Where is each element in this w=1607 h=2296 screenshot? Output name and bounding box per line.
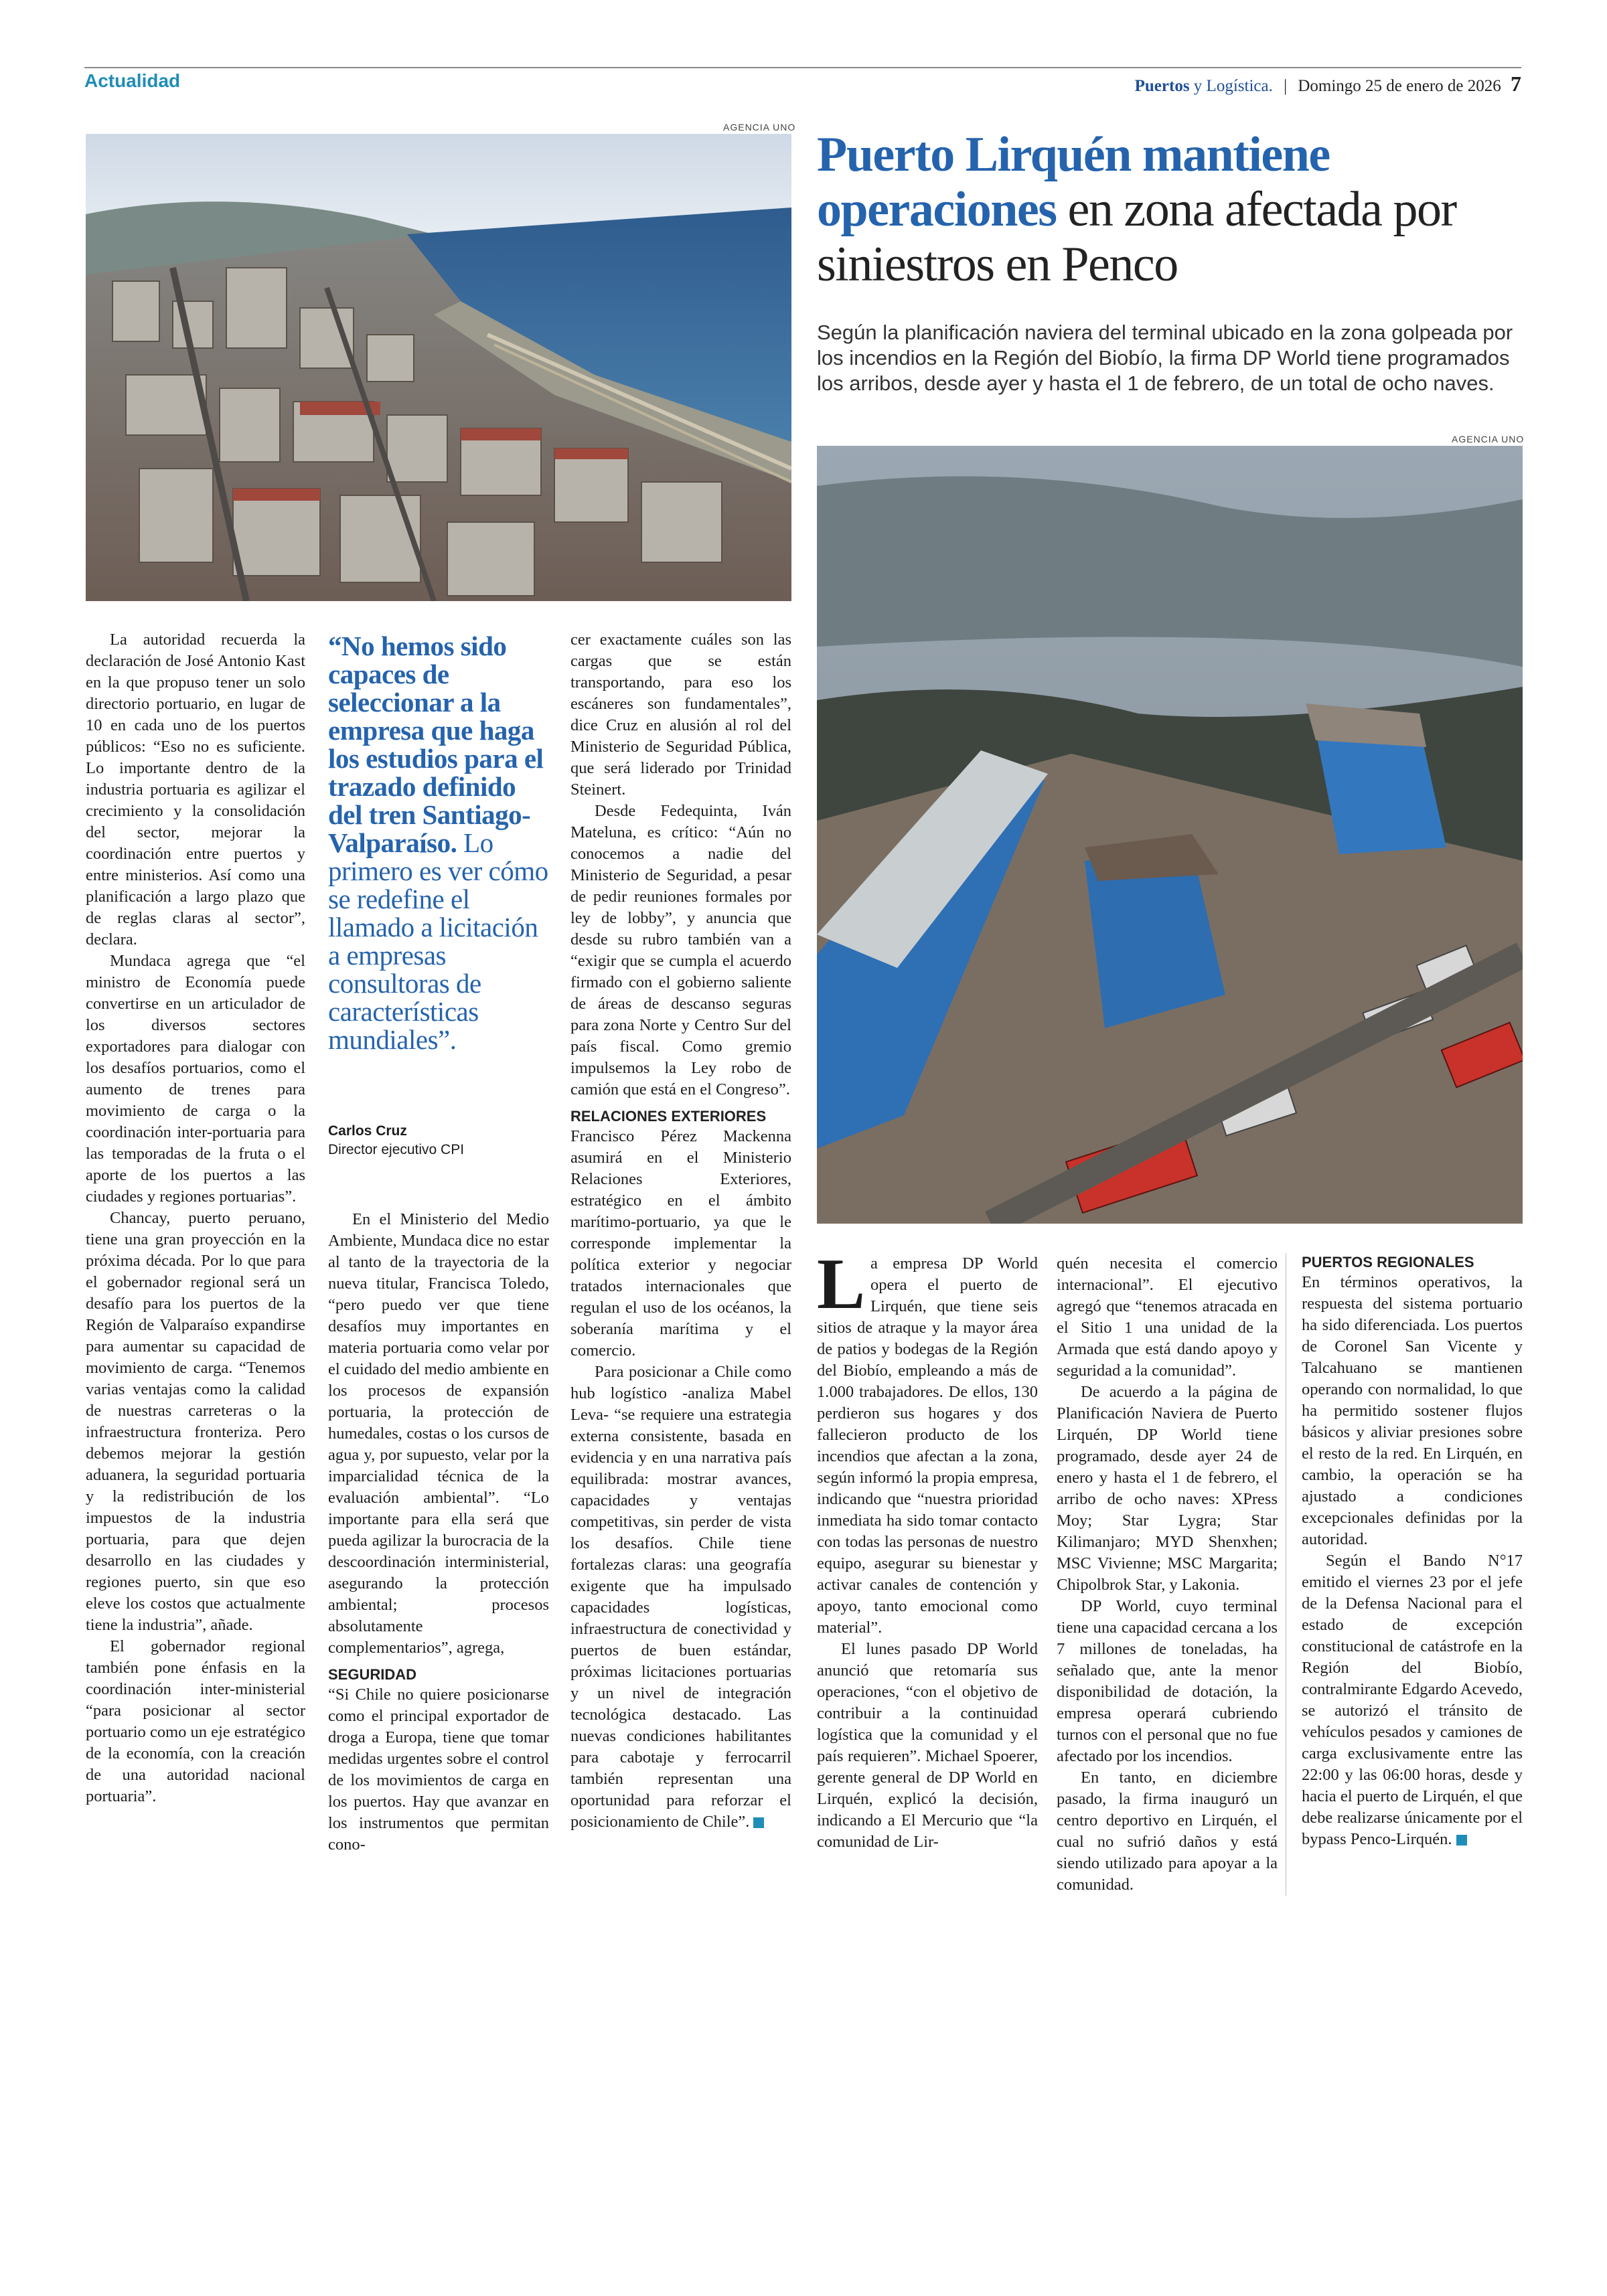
col6-paragraph (1302, 1550, 1523, 1850)
col4-paragraph-text: a empresa DP World opera el puerto de Lirquén, que tiene seis sitios de atraque y la mayor área de patios y bodegas de la Región del Biobío, empleando a más de 1.000 trabajadores. De ellos, 130 perdieron sus hogares y dos fallecieron producto de los incendios que afectan a la zona, según informó la propia empresa, indicando que “nuestra prioridad inmediata ha sido tomar contacto con todas las personas de nuestro equipo, asegurar su bienestar y activar canales de contención y apoyo, tanto emocional como material”. (817, 1254, 1038, 1637)
article-column-3 (570, 629, 791, 1833)
pull-quote-normal: Lo primero es ver cómo se redefine el llamado a licitación a empresas consultoras de características mundiales”. (328, 827, 548, 1055)
section-label: Actualidad (84, 70, 181, 91)
subhead-seguridad: SEGURIDAD (328, 1666, 417, 1683)
col6-paragraph-text: Según el Bando N°17 emitido el viernes 23 por el jefe de la Defensa Nacional para el estado de excepción constitucional de catástrofe en la Región del Biobío, contralmirante Edgardo Acevedo, se autorizó el tránsito de vehículos pesados y camiones de carga exclusivamente entre las 22:00 y las 06:00 horas, desde y hacia el puerto de Lirquén, el que debe realizarse únicamente por el bypass Penco-Lirquén. (1302, 1552, 1523, 1848)
col2-paragraph: “Si Chile no quiere posicionarse como el principal exportador de droga a Europa, tiene que tomar medidas urgentes sobre el control de los movimientos de carga en los puertos. Hay que avanzar en los instrumentos que permitan cono- (328, 1686, 549, 1854)
headline (817, 127, 1520, 292)
fire-damaged-buildings-photo (817, 446, 1523, 1224)
col4-paragraph: El lunes pasado DP World anunció que retomaría sus operaciones, “con el objetivo de contribuir a la continuidad logística que la comunidad y el país requieren”. Michael Spoerer, gerente general de DP World en Lirquén, explicó la decisión, indicando a El Mercurio que “la comunidad de Lir- (817, 1640, 1038, 1851)
fire-scene-illustration (817, 446, 1523, 1224)
header-rule (84, 67, 1521, 68)
col1-paragraph: El gobernador regional también pone énfasis en la coordinación inter-ministerial “para posicionar al sector portuario como un eje estratégico de la economía, con la creación de una autoridad nacional portuaria”. (86, 1637, 305, 1805)
end-mark-icon (1456, 1835, 1467, 1846)
col3-paragraph-text: Para posicionar a Chile como hub logístico -analiza Mabel Leva- “se requiere una estrategia externa consistente, basada en evidencia y en una narrativa país equilibrada: mostrar avances, capacidades y ventajas competitivas, sin perder de vista los desafíos. Chile tiene fortalezas claras: una geografía exigente que ha impulsado capacidades logísticas, infraestructura de conectividad y puertos de buen estándar, próximas licitaciones portuarias y un nivel de integración tecnológica destacado. Las nuevas condiciones habilitantes para cabotaje y ferrocarril también representan una oportunidad para reforzar el posicionamiento de Chile”. (570, 1363, 791, 1831)
col1-paragraph: La autoridad recuerda la declaración de José Antonio Kast en la que propuso tener un solo directorio portuario, en lugar de 10 en cada uno de los puertos públicos: “Eso no es suficiente. Lo importante dentro de la industria portuaria es agilizar el crecimiento y la consolidación del sector, mejorar la coordinación entre puertos y entre ministerios. Así como una planificación a largo plazo que de reglas claras al sector”, declara. (86, 631, 305, 949)
pull-quote-bold: “No hemos sido capaces de seleccionar a la empresa que haga los estudios para el trazado definido del tren Santiago-Valparaíso. (328, 631, 544, 858)
city-port-aerial-photo (86, 134, 791, 601)
col3-paragraph: Desde Fedequinta, Iván Mateluna, es crítico: “Aún no conocemos a nadie del Ministerio de Seguridad, a pesar de pedir reuniones formales por ley de lobby”, y anuncia que desde su rubro también van a “exigir que se cumpla el acuerdo firmado con el gobierno saliente de áreas de descanso seguras para zona Norte y Centro Sur del país fiscal. Como gremio impulsemos la Ley robo de camión que está en el Congreso”. (570, 802, 791, 1098)
pull-quote (328, 632, 549, 1054)
col1-paragraph: Chancay, puerto peruano, tiene una gran proyección en la próxima década. Por lo que para el gobernador regional será un desafío para los puertos de la Región de Valparaíso expandirse para aumentar su capacidad de movimiento de carga. “Tenemos varias ventajas como la calidad de nuestras carreteras o la infraestructura fronteriza. Pero debemos mejorar la gestión aduanera, la seguridad portuaria y la redistribución de los impuestos de la industria portuaria, para que dejen desarrollo en las ciudades y regiones puerto, sin que eso eleve los costos que actualmente tiene la industria”, añade. (86, 1209, 305, 1634)
page-number: 7 (1511, 72, 1521, 96)
drop-cap: L (817, 1244, 866, 1324)
article-column-6 (1302, 1253, 1523, 1850)
photo-credit-left: AGENCIA UNO (723, 122, 796, 133)
end-mark-icon (753, 1817, 764, 1828)
quote-author-role: Director ejecutivo CPI (328, 1142, 465, 1157)
col5-paragraph: quén necesita el comercio internacional”. El ejecutivo agregó que “tenemos atracada en el Sitio 1 una unidad de la Armada que está dando apoyo y seguridad a la comunidad”. (1057, 1254, 1278, 1380)
col3-paragraph: cer exactamente cuáles son las cargas que se están transportando, para eso los escáneres son fundamentales”, dice Cruz en alusión al rol del Ministerio de Seguridad Pública, que será liderado por Trinidad Steinert. (570, 631, 791, 799)
quote-author-name: Carlos Cruz (328, 1123, 407, 1139)
article-column-2 (328, 1209, 549, 1856)
brand-second: Logística (1206, 77, 1269, 95)
brand-main: Puertos (1134, 77, 1190, 95)
col3-paragraph: Francisco Pérez Mackenna asumirá en el Ministerio Relaciones Exteriores, estratégico en el ámbito marítimo-portuario, ya que le corresponde implementar la política exterior y negociar tratados internacionales que regulan el uso de los océanos, la soberanía marítima y el comercio. (570, 1127, 791, 1360)
col6-paragraph: En términos operativos, la respuesta del sistema portuario ha sido diferenciada. Los puertos de Coronel San Vicente y Talcahuano se mantienen operando con normalidad, lo que ha permitido sostener flujos básicos y aliviar presiones sobre el resto de la red. En Lirquén, en cambio, la operación se ha ajustado a condiciones excepcionales definidas por la autoridad. (1302, 1273, 1523, 1548)
headline-normal: en zona afectada por siniestros en Penco (817, 182, 1456, 292)
col5-paragraph: DP World, cuyo terminal tiene una capacidad cercana a los 7 millones de toneladas, ha señalado que, ante la menor disponibilidad de dotación, la empresa operará cubriendo turnos con el personal que no fue afectado por los incendios. (1057, 1597, 1278, 1765)
issue-date: Domingo 25 de enero de 2026 (1298, 77, 1501, 95)
col5-paragraph: En tanto, en diciembre pasado, la firma inauguró un centro deportivo en Lirquén, el cual no sufrió daños y está siendo utilizado para apoyar a la comunidad. (1057, 1769, 1278, 1894)
col2-paragraph: En el Ministerio del Medio Ambiente, Mundaca dice no estar al tanto de la trayectoria de la nueva titular, Francisca Toledo, “pero puedo ver que tiene desafíos muy importantes en materia portuaria como velar por el cuidado del medio ambiente en los procesos de expansión portuaria, la protección de humedales, costas o los cursos de agua y, por supuesto, velar por la imparcialidad técnica de la evaluación ambiental”. “Lo importante para ella será que pueda agilizar la burocracia de la descoordinación interministerial, asegurando la protección ambiental; procesos absolutamente complementarios”, agrega, (328, 1210, 549, 1657)
article-column-1 (86, 629, 305, 1807)
brand-mark: . (1268, 77, 1273, 95)
pull-quote-attribution (328, 1122, 549, 1159)
subhead-puertos-regionales: PUERTOS REGIONALES (1302, 1254, 1474, 1270)
headline-bold: Puerto Lirquén mantiene operaciones (817, 127, 1330, 237)
col4-paragraph (817, 1244, 1038, 1639)
standfirst: Según la planificación naviera del terminal ubicado en la zona golpeada por los incendios en la Región del Biobío, la firma DP World tiene programados los arribos, desde ayer y hasta el 1 de febrero, de un total de ocho naves. (817, 321, 1513, 395)
subhead-relaciones-exteriores: RELACIONES EXTERIORES (570, 1108, 767, 1125)
photo-credit-right: AGENCIA UNO (1452, 434, 1525, 444)
col5-paragraph: De acuerdo a la página de Planificación Naviera de Puerto Lirquén, DP World tiene programado, desde ayer 24 de enero y hasta el 1 de febrero, el arribo de ocho naves: XPress Moy; Star Lygra; Star Kilimanjaro; MYD Shenxhen; MSC Vivienne; MSC Margarita; Chipolbrok Star, y Lakonia. (1057, 1383, 1278, 1594)
city-port-aerial-illustration (86, 134, 791, 601)
masthead (1135, 72, 1521, 96)
col1-paragraph: Mundaca agrega que “el ministro de Economía puede convertirse en un articulador de los diversos sectores exportadores para dialogar con los desafíos portuarios, como el aumento de trenes para movimiento de carga o la coordinación inter-portuaria para las temporadas de la fruta o el aporte de los puertos a las ciudades y regiones portuarias”. (86, 952, 305, 1206)
article-column-4 (817, 1244, 1038, 1853)
col3-paragraph (570, 1362, 791, 1833)
brand-connector: y (1189, 77, 1207, 95)
article-column-5 (1057, 1253, 1278, 1896)
masthead-separator: | (1284, 77, 1288, 95)
